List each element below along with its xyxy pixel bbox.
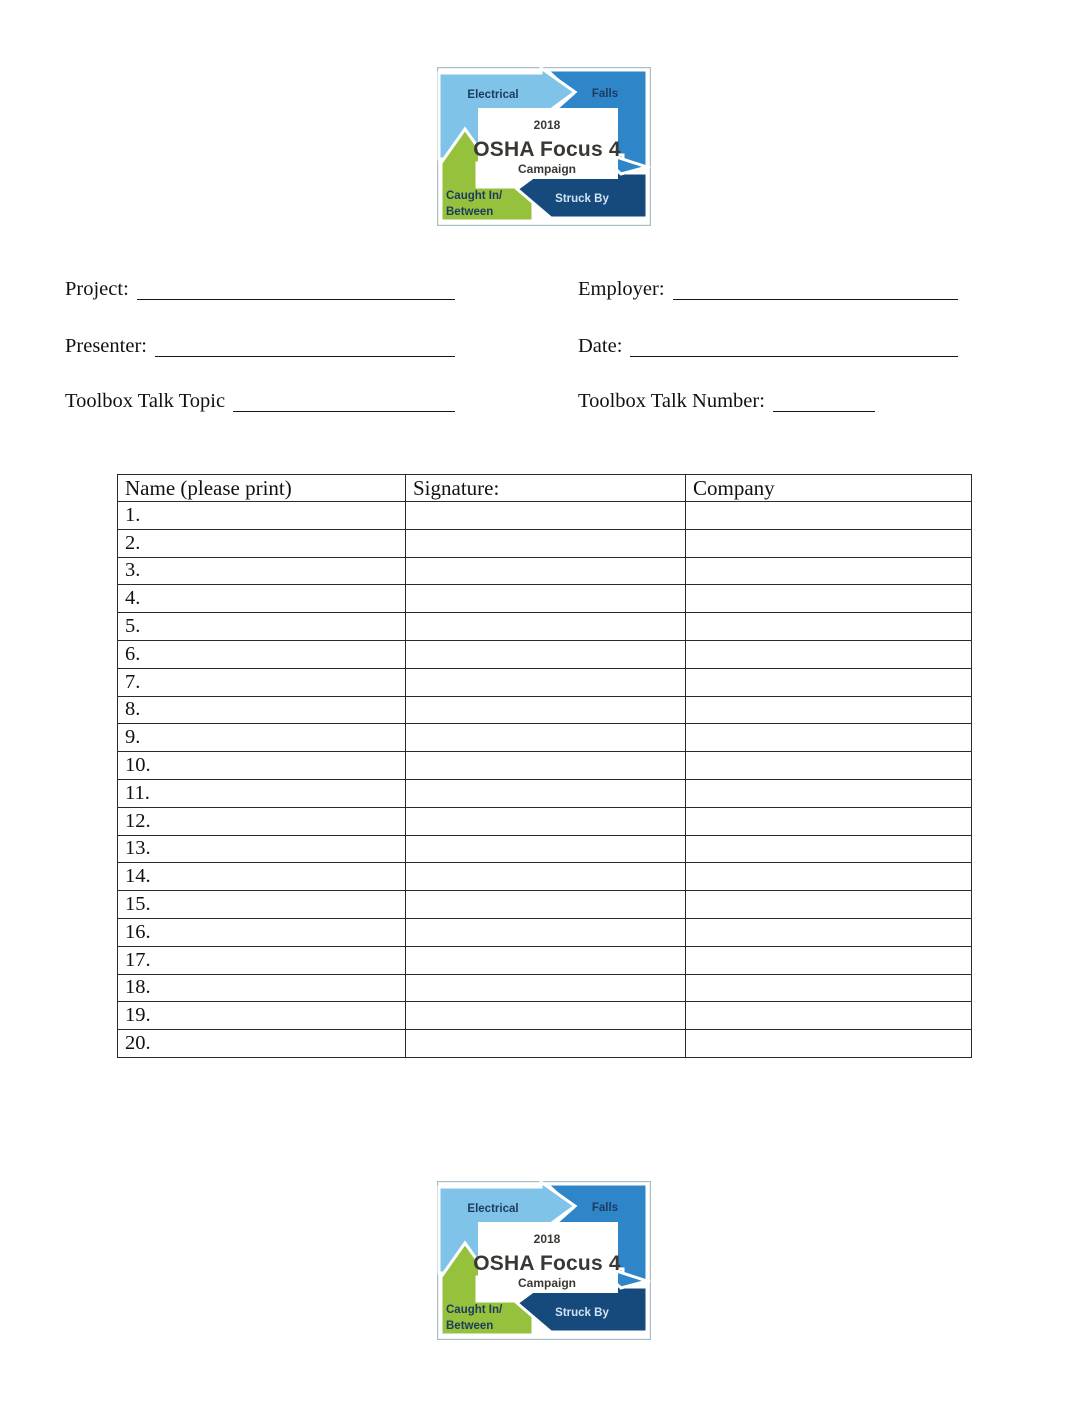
presenter-label: Presenter: xyxy=(65,335,147,357)
project-label: Project: xyxy=(65,278,129,300)
row-number-cell: 8. xyxy=(118,696,406,724)
row-number-cell: 10. xyxy=(118,752,406,780)
toolbox-talk-number-label: Toolbox Talk Number: xyxy=(578,390,765,412)
signature-cell xyxy=(406,835,686,863)
table-row xyxy=(118,974,972,1002)
table-row xyxy=(118,779,972,807)
row-number-cell: 20. xyxy=(118,1030,406,1058)
signature-cell xyxy=(406,918,686,946)
signature-cell xyxy=(406,946,686,974)
header-logo xyxy=(437,67,651,226)
company-cell xyxy=(686,807,972,835)
table-row xyxy=(118,502,972,530)
row-number-cell: 1. xyxy=(118,502,406,530)
company-cell xyxy=(686,668,972,696)
row-number-cell: 5. xyxy=(118,613,406,641)
company-cell xyxy=(686,1002,972,1030)
company-cell xyxy=(686,752,972,780)
logo-title-text: OSHA Focus 4 xyxy=(473,1252,621,1275)
signature-cell xyxy=(406,807,686,835)
row-number-cell: 4. xyxy=(118,585,406,613)
employer-label: Employer: xyxy=(578,278,665,300)
row-number-cell: 17. xyxy=(118,946,406,974)
company-cell xyxy=(686,835,972,863)
falls-label: Falls xyxy=(591,88,619,100)
table-row xyxy=(118,946,972,974)
row-number-cell: 18. xyxy=(118,974,406,1002)
project-blank-line xyxy=(137,277,455,300)
electrical-label: Electrical xyxy=(467,1203,519,1215)
table-row xyxy=(118,1030,972,1058)
struck-by-label: Struck By xyxy=(555,1307,609,1319)
signature-cell xyxy=(406,974,686,1002)
table-row xyxy=(118,529,972,557)
table-row xyxy=(118,724,972,752)
company-column-header: Company xyxy=(686,475,972,502)
row-number-cell: 7. xyxy=(118,668,406,696)
table-row xyxy=(118,613,972,641)
osha-focus4-logo-graphic xyxy=(437,1181,651,1340)
project-field xyxy=(65,277,455,302)
signin-table-body xyxy=(118,502,972,1058)
signature-cell xyxy=(406,668,686,696)
signature-cell xyxy=(406,557,686,585)
signature-cell xyxy=(406,724,686,752)
signature-cell xyxy=(406,891,686,919)
date-blank-line xyxy=(630,334,958,357)
company-cell xyxy=(686,1030,972,1058)
electrical-label: Electrical xyxy=(467,89,519,101)
table-row xyxy=(118,891,972,919)
caught-in-label-line1: Caught In/ xyxy=(446,190,503,202)
company-cell xyxy=(686,974,972,1002)
footer-logo xyxy=(437,1181,651,1340)
logo-campaign-text: Campaign xyxy=(517,1276,577,1290)
company-cell xyxy=(686,502,972,530)
row-number-cell: 9. xyxy=(118,724,406,752)
row-number-cell: 12. xyxy=(118,807,406,835)
toolbox-talk-number-field xyxy=(578,389,875,414)
osha-focus4-logo-graphic xyxy=(437,67,651,226)
row-number-cell: 15. xyxy=(118,891,406,919)
company-cell xyxy=(686,946,972,974)
date-label: Date: xyxy=(578,335,623,357)
row-number-cell: 14. xyxy=(118,863,406,891)
company-cell xyxy=(686,557,972,585)
table-row xyxy=(118,863,972,891)
toolbox-talk-topic-label: Toolbox Talk Topic xyxy=(65,390,226,412)
table-row xyxy=(118,696,972,724)
employer-field xyxy=(578,277,958,302)
name-column-header: Name (please print) xyxy=(118,475,406,502)
signin-table xyxy=(117,474,972,1058)
company-cell xyxy=(686,696,972,724)
logo-year-text: 2018 xyxy=(533,118,561,132)
logo-year-text: 2018 xyxy=(533,1232,561,1246)
signin-table-header-row xyxy=(118,475,972,502)
toolbox-talk-topic-field xyxy=(65,389,455,414)
signature-cell xyxy=(406,1002,686,1030)
row-number-cell: 6. xyxy=(118,640,406,668)
signature-cell xyxy=(406,529,686,557)
logo-campaign-text: Campaign xyxy=(517,162,577,176)
struck-by-label: Struck By xyxy=(555,193,609,205)
signature-column-header: Signature: xyxy=(406,475,686,502)
signature-cell xyxy=(406,502,686,530)
company-cell xyxy=(686,891,972,919)
table-row xyxy=(118,585,972,613)
company-cell xyxy=(686,779,972,807)
company-cell xyxy=(686,529,972,557)
signature-cell xyxy=(406,613,686,641)
table-row xyxy=(118,668,972,696)
table-row xyxy=(118,557,972,585)
row-number-cell: 16. xyxy=(118,918,406,946)
presenter-field xyxy=(65,334,455,359)
company-cell xyxy=(686,640,972,668)
table-row xyxy=(118,752,972,780)
signature-cell xyxy=(406,640,686,668)
signature-cell xyxy=(406,863,686,891)
presenter-blank-line xyxy=(155,334,455,357)
signature-cell xyxy=(406,585,686,613)
logo-title-text: OSHA Focus 4 xyxy=(473,138,621,161)
falls-label: Falls xyxy=(591,1202,619,1214)
table-row xyxy=(118,807,972,835)
row-number-cell: 2. xyxy=(118,529,406,557)
company-cell xyxy=(686,918,972,946)
row-number-cell: 13. xyxy=(118,835,406,863)
row-number-cell: 3. xyxy=(118,557,406,585)
table-row xyxy=(118,1002,972,1030)
signature-cell xyxy=(406,752,686,780)
company-cell xyxy=(686,613,972,641)
toolbox-talk-number-blank-line xyxy=(773,389,875,412)
toolbox-talk-topic-blank-line xyxy=(233,389,455,412)
signature-cell xyxy=(406,1030,686,1058)
date-field xyxy=(578,334,958,359)
table-row xyxy=(118,835,972,863)
row-number-cell: 11. xyxy=(118,779,406,807)
caught-in-label-line2: Between xyxy=(446,1320,494,1332)
employer-blank-line xyxy=(673,277,958,300)
table-row xyxy=(118,640,972,668)
caught-in-label-line2: Between xyxy=(446,206,494,218)
table-row xyxy=(118,918,972,946)
company-cell xyxy=(686,585,972,613)
company-cell xyxy=(686,724,972,752)
company-cell xyxy=(686,863,972,891)
signature-cell xyxy=(406,696,686,724)
row-number-cell: 19. xyxy=(118,1002,406,1030)
signature-cell xyxy=(406,779,686,807)
caught-in-label-line1: Caught In/ xyxy=(446,1304,503,1316)
